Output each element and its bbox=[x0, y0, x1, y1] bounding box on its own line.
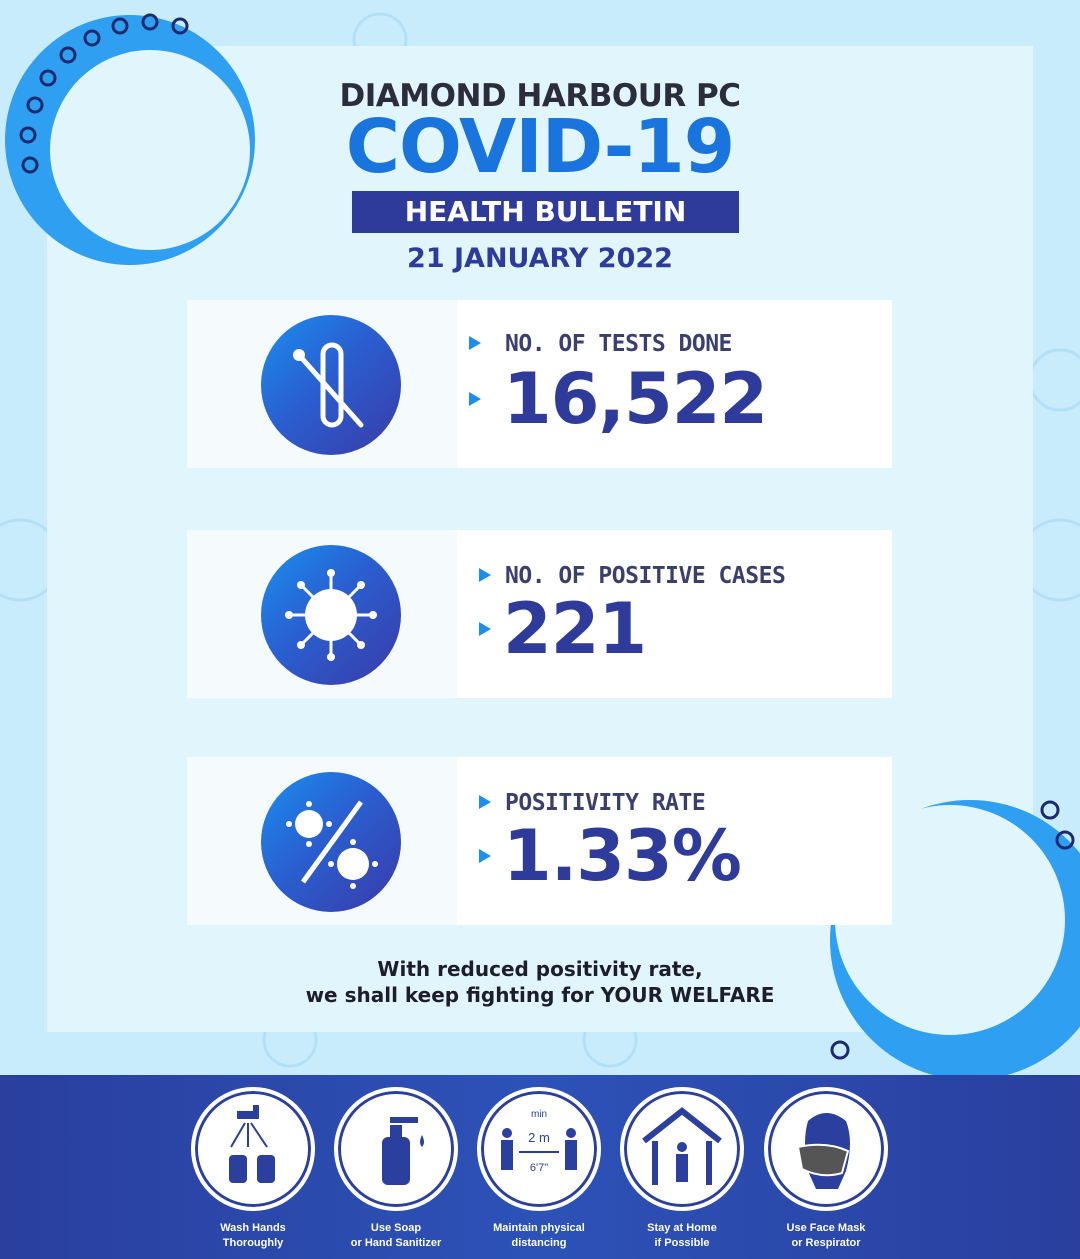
tip-label-line-2: or Hand Sanitizer bbox=[350, 1237, 442, 1249]
bullet-arrow bbox=[469, 392, 481, 406]
tip-stay-home bbox=[620, 1087, 744, 1251]
safety-tips-footer bbox=[0, 1075, 1080, 1259]
tip-label bbox=[764, 1221, 888, 1251]
bullet-arrow bbox=[479, 622, 491, 636]
tip-label-line-1: Maintain physical bbox=[493, 1222, 585, 1234]
stat-card-positivity-rate bbox=[187, 757, 892, 925]
page-title: COVID-19 bbox=[345, 104, 735, 190]
tip-label bbox=[477, 1221, 601, 1251]
bullet-arrow bbox=[469, 336, 481, 350]
face-mask-icon bbox=[764, 1087, 888, 1211]
stat-card-positive-cases bbox=[187, 530, 892, 698]
message-line-1: With reduced positivity rate, bbox=[377, 957, 703, 981]
distance-meters-text: 2 m bbox=[528, 1130, 550, 1145]
tip-label-line-2: Thoroughly bbox=[222, 1237, 284, 1249]
constituency-name: DIAMOND HARBOUR PC bbox=[339, 78, 741, 114]
closing-message bbox=[0, 956, 1080, 1008]
tip-physical-distancing bbox=[477, 1087, 601, 1251]
test-tube-swab-icon bbox=[261, 315, 401, 455]
stat-label-positivity-rate: POSITIVITY RATE bbox=[505, 790, 706, 816]
tip-face-mask bbox=[764, 1087, 888, 1251]
tip-label-line-2: or Respirator bbox=[791, 1237, 861, 1249]
tip-label-line-2: if Possible bbox=[654, 1237, 710, 1249]
virus-icon bbox=[261, 545, 401, 685]
tip-label bbox=[334, 1221, 458, 1251]
stat-value-tests: 16,522 bbox=[503, 358, 768, 440]
virus-percent-icon bbox=[261, 772, 401, 912]
tip-wash-hands bbox=[191, 1087, 315, 1251]
stat-card-tests bbox=[187, 300, 892, 468]
distancing-icon bbox=[477, 1087, 601, 1211]
sanitizer-bottle-icon bbox=[334, 1087, 458, 1211]
tip-label-line-2: distancing bbox=[511, 1237, 567, 1249]
tip-label-line-1: Wash Hands bbox=[220, 1222, 286, 1234]
wash-hands-icon bbox=[191, 1087, 315, 1211]
tip-label bbox=[191, 1221, 315, 1251]
tip-label-line-1: Stay at Home bbox=[647, 1222, 717, 1234]
bullet-arrow bbox=[479, 568, 491, 582]
tip-label bbox=[620, 1221, 744, 1251]
stat-label-tests: NO. OF TESTS DONE bbox=[505, 331, 732, 357]
bulletin-banner: HEALTH BULLETIN bbox=[352, 191, 739, 233]
tip-label-line-1: Use Soap bbox=[370, 1222, 422, 1234]
bulletin-date: 21 JANUARY 2022 bbox=[407, 243, 673, 274]
stat-value-positive-cases: 221 bbox=[503, 588, 647, 670]
stay-home-icon bbox=[620, 1087, 744, 1211]
tip-use-soap bbox=[334, 1087, 458, 1251]
distance-min-text: min bbox=[530, 1109, 548, 1120]
tip-label-line-1: Use Face Mask bbox=[786, 1222, 866, 1234]
bullet-arrow bbox=[479, 795, 491, 809]
bullet-arrow bbox=[479, 849, 491, 863]
distance-feet-text: 6'7" bbox=[529, 1162, 549, 1174]
stat-label-positive-cases: NO. OF POSITIVE CASES bbox=[505, 563, 786, 589]
message-line-2: we shall keep fighting for YOUR WELFARE bbox=[305, 983, 775, 1007]
stat-value-positivity-rate: 1.33% bbox=[503, 815, 741, 897]
